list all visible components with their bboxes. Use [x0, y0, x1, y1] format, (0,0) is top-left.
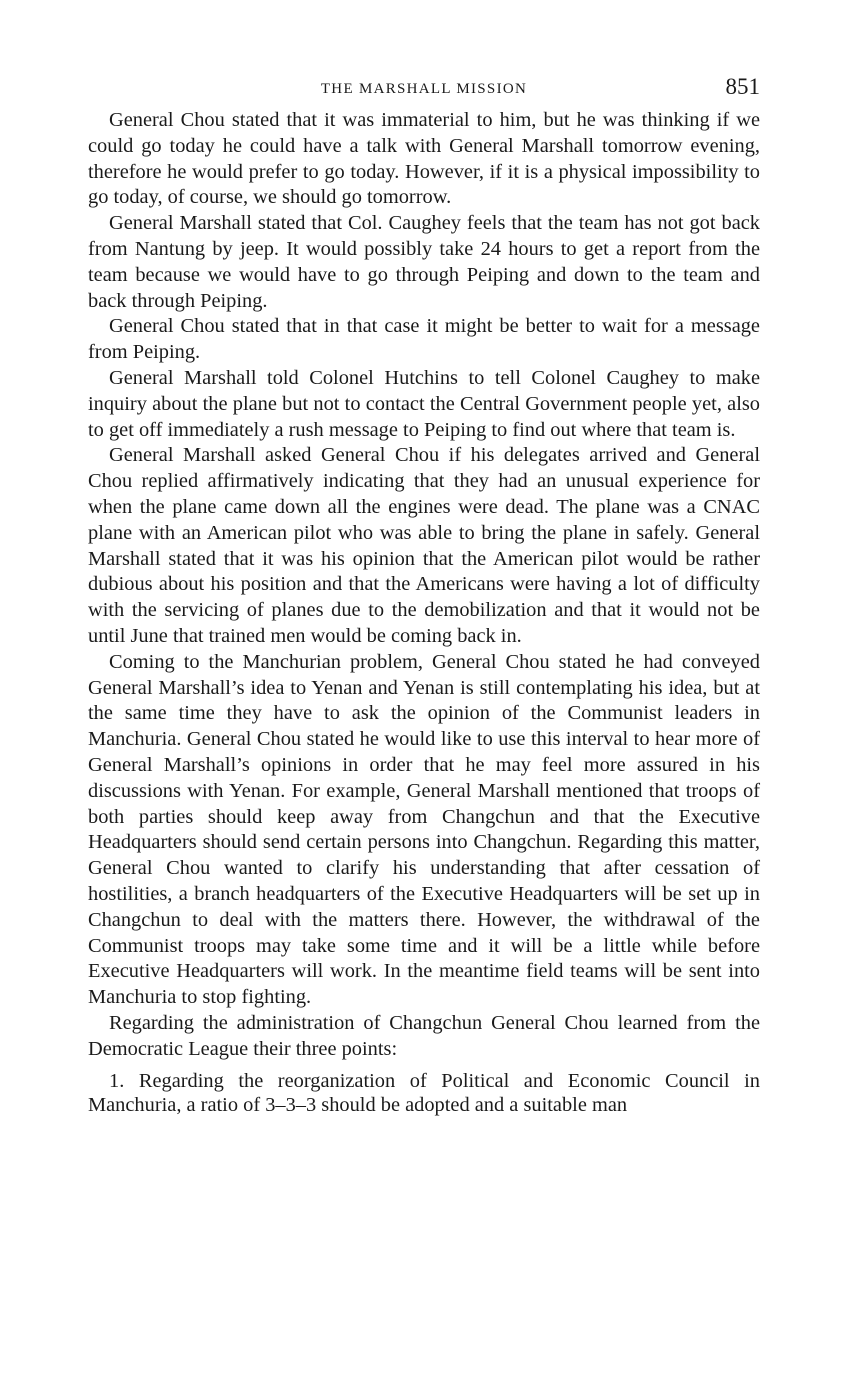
paragraph: Coming to the Manchurian problem, General Chou stated he had conveyed General Marshall’s idea to Yenan and Yenan is still contemplating his idea, but at the same time they have to ask the opinion of the Communist leaders in Manchuria. General Chou stated he would like to use this interval to hear more of General Marshall’s opinions in order that he may feel more assured in his discussions with Yenan. For example, General Marshall mentioned that troops of both parties should keep away from Changchun and that the Executive Headquarters should send certain persons into Changchun. Regarding this matter, General Chou wanted to clarify his understanding that after cessation of hostilities, a branch headquarters of the Executive Headquarters will be set up in Changchun to deal with the matters there. However, the withdrawal of the Communist troops may take some time and it will be a little while before Executive Headquarters will work. In the meantime field teams will be sent into Manchuria to stop fighting. [88, 650, 760, 1009]
numbered-item: 1. Regarding the reorganization of Political and Economic Council in Manchuria, a ratio of 3–3–3 should be adopted and a suitable man [88, 1070, 760, 1117]
page-number: 851 [725, 74, 760, 99]
running-title: THE MARSHALL MISSION [320, 81, 528, 97]
paragraph: General Marshall asked General Chou if his delegates arrived and General Chou replied affirmatively indicating that they had an unusual experience for when the plane came down all the engines were dead. The plane was a CNAC plane with an American pilot who was able to bring the plane in safely. General Marshall stated that it was his opinion that the American pilot would be rather dubious about his position and that the Americans were having a lot of difficulty with the servicing of planes due to the demobilization and that it would not be until June that trained men would be coming back in. [88, 444, 760, 647]
document-page [88, 74, 760, 1117]
paragraph: General Marshall stated that Col. Caughey feels that the team has not got back from Nantung by jeep. It would possibly take 24 hours to get a report from the team because we would have to go through Peiping and down to the team and back through Peiping. [88, 212, 760, 312]
running-header [88, 74, 760, 108]
paragraph: Regarding the administration of Changchun General Chou learned from the Democratic League their three points: [88, 1011, 760, 1060]
paragraph: General Chou stated that it was immaterial to him, but he was thinking if we could go today he could have a talk with General Marshall tomorrow evening, therefore he would prefer to go today. However, if it is a physical impossibility to go today, of course, we should go tomorrow. [88, 109, 760, 209]
body-text [88, 108, 760, 1117]
paragraph: General Marshall told Colonel Hutchins to tell Colonel Caughey to make inquiry about the plane but not to contact the Central Government people yet, also to get off immediately a rush message to Peiping to find out where that team is. [88, 366, 760, 441]
paragraph: General Chou stated that in that case it might be better to wait for a message from Peiping. [88, 315, 760, 364]
